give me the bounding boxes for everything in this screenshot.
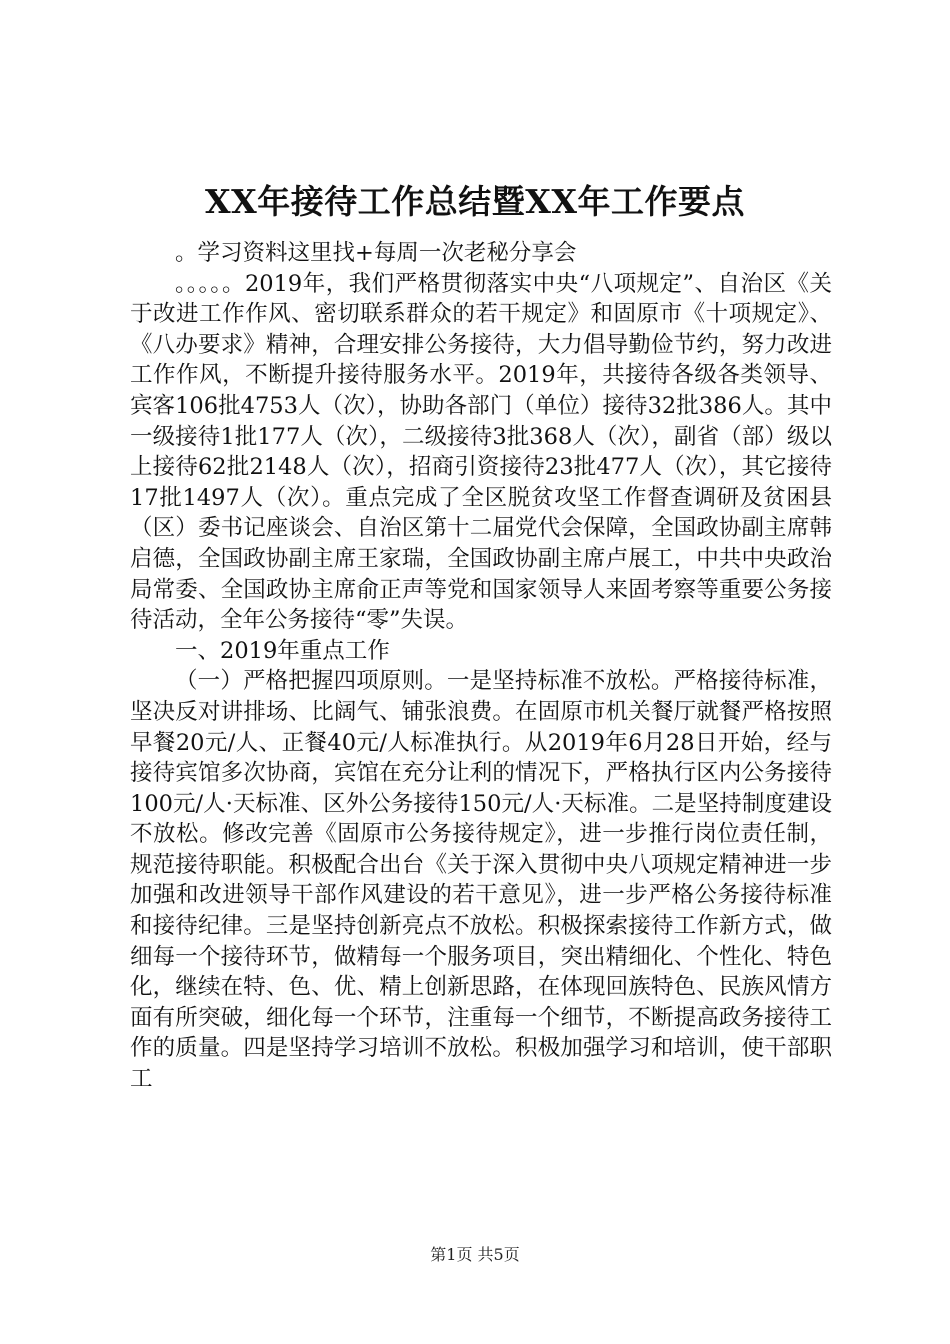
section-heading: 一、2019年重点工作: [175, 637, 390, 664]
page-number-footer: 第1页 共5页: [430, 1245, 520, 1264]
paragraph-summary: 。。。。。2019年，我们严格贯彻落实中央“八项规定”、自治区《关于改进工作作风、密切联系群众的若干规定》和固原市《十项规定》、《八办要求》精神，合理安排公务接待，大力倡导勤俭节约，努力改进工作作风，不断提升接待服务水平。2019年，共接待各级各类领导、宾客106批4753人（次），协助各部门（单位）接待32批386人。其中一级接待1批177人（次），二级接待3批368人（次），副省（部）级以上接待62批2148人（次），招商引资接待23批477人（次），其它接待17批1497人（次）。重点完成了全区脱贫攻坚工作督查调研及贫困县（区）委书记座谈会、自治区第十二届党代会保障，全国政协副主席韩启德，全国政协副主席王家瑞，全国政协副主席卢展工，中共中央政治局常委、全国政协主席俞正声等党和国家领导人来固考察等重要公务接待活动，全年公务接待“零”失误。: [130, 270, 832, 634]
document-title: XX年接待工作总结暨XX年工作要点: [205, 182, 745, 221]
paragraph-intro: 。学习资料这里找+每周一次老秘分享会: [175, 240, 577, 266]
document-body: [130, 238, 832, 1095]
paragraph-principles: （一）严格把握四项原则。一是坚持标准不放松。严格接待标准，坚决反对讲排场、比阔气、铺张浪费。在固原市机关餐厅就餐严格按照早餐20元/人、正餐40元/人标准执行。从2019年6月28日开始，经与接待宾馆多次协商，宾馆在充分让利的情况下，严格执行区内公务接待100元/人·天标准、区外公务接待150元/人·天标准。二是坚持制度建设不放松。修改完善《固原市公务接待规定》，进一步推行岗位责任制，规范接待职能。积极配合出台《关于深入贯彻中央八项规定精神进一步加强和改进领导干部作风建设的若干意见》，进一步严格公务接待标准和接待纪律。三是坚持创新亮点不放松。积极探索接待工作新方式，做细每一个接待环节，做精每一个服务项目，突出精细化、个性化、特色化，继续在特、色、优、精上创新思路，在体现回族特色、民族风情方面有所突破，细化每一个环节，注重每一个细节，不断提高政务接待工作的质量。四是坚持学习培训不放松。积极加强学习和培训，使干部职工: [130, 668, 832, 1093]
